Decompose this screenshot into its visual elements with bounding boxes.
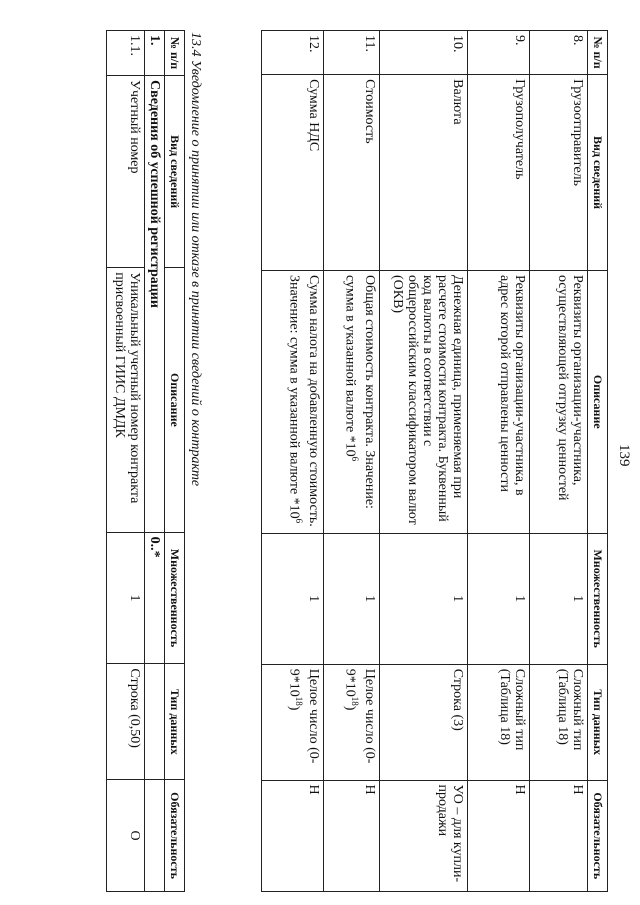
row-number: 8. [530,31,588,75]
row-multiplicity: 1 [324,533,380,664]
header-kind: Вид сведений [588,75,608,271]
notification-table [106,30,185,892]
row-required: Н [324,780,380,891]
empty-cell [145,780,165,892]
empty-cell [145,664,165,780]
row-multiplicity: 1 [107,532,145,664]
table-row [107,31,145,892]
header-description: Описание [588,270,608,533]
row-multiplicity: 1 [468,533,530,664]
table-row [324,31,380,892]
table-row [380,31,468,892]
row-multiplicity: 1 [262,533,324,664]
row-description: Уникальный учетный номер контракта присвоенный ГИИС ДМДК [107,268,145,532]
row-required: Н [468,780,530,891]
row-kind: Учетный номер [107,76,145,268]
section-title: Сведения об успешной регистрации [145,76,165,533]
row-kind: Сумма НДС [262,75,324,271]
page-number: 139 [616,444,632,467]
row-description: Денежная единица, применяемая при расчете стоимости контракта. Буквенный код валюты в соответствии с общероссийским классификатором валют (ОКВ) [380,270,468,533]
row-data-type: Сложный тип (Таблица 18) [468,664,530,780]
row-required: Н [530,780,588,891]
header-required: Обязательность [165,780,185,892]
table-row [468,31,530,892]
row-number: 1.1. [107,31,145,76]
row-data-type: Строка (0,50) [107,664,145,780]
table-row [262,31,324,892]
row-number: 10. [380,31,468,75]
row-kind: Грузополучатель [468,75,530,271]
row-kind: Стоимость [324,75,380,271]
header-data-type: Тип данных [165,664,185,780]
row-data-type: Строка (3) [380,664,468,780]
row-description: Реквизиты организации-участника, в адрес которой отправлены ценности [468,270,530,533]
row-data-type: Сложный тип (Таблица 18) [530,664,588,780]
section-number: 1. [145,31,165,76]
row-number: 11. [324,31,380,75]
row-required: О [107,780,145,892]
row-description: Общая стоимость контракта. Значение: сумма в указанной валюте $*10^6$ [324,270,380,533]
table-header-row [588,31,608,892]
row-number: 12. [262,31,324,75]
header-number: № п/п [165,31,185,76]
row-description: Сумма налога на добавленную стоимость. Значение: сумма в указанной валюте $*10^6$ [262,270,324,533]
row-data-type: Целое число $(0-9*10^{18})$ [324,664,380,780]
header-multiplicity: Множественность [588,533,608,664]
row-multiplicity: 1 [380,533,468,664]
header-multiplicity: Множественность [165,532,185,664]
header-description: Описание [165,268,185,532]
row-required: Н [262,780,324,891]
row-multiplicity: 1 [530,533,588,664]
row-data-type: Целое число $(0-9*10^{18})$ [262,664,324,780]
contract-info-table [261,30,608,892]
row-kind: Грузоотправитель [530,75,588,271]
row-number: 9. [468,31,530,75]
row-required: УО – для купли-продажи [380,780,468,891]
table-header-row [165,31,185,892]
header-kind: Вид сведений [165,76,185,268]
section-caption: 13.4 Уведомление о принятии или отказе в принятии сведений о контракте [188,32,203,487]
header-data-type: Тип данных [588,664,608,780]
table-row [530,31,588,892]
header-number: № п/п [588,31,608,75]
section-row [145,31,165,892]
row-description: Реквизиты организации-участника, осуществляющей отгрузку ценностей [530,270,588,533]
row-kind: Валюта [380,75,468,271]
header-required: Обязательность [588,780,608,891]
section-multiplicity: 0..* [145,532,165,664]
